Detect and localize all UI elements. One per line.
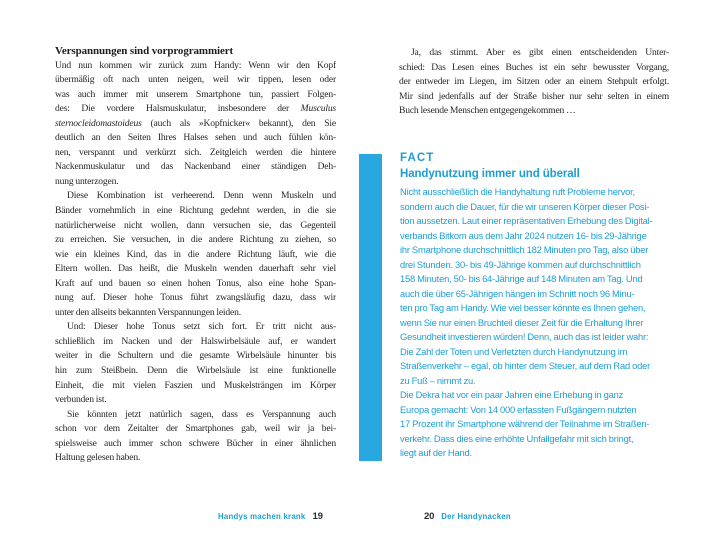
left-footer-chapter-label: Handys machen krank bbox=[218, 512, 306, 521]
left-page-footer bbox=[218, 511, 323, 522]
right-footer-chapter-label: Der Handynacken bbox=[441, 512, 511, 521]
left-footer-page-number: 19 bbox=[312, 511, 323, 522]
fact-accent-bar bbox=[359, 154, 382, 461]
right-page-body-text: Ja, das stimmt. Aber es gibt einen entscheidenden Unter- schied: Das Lesen eines Buches ist ein sehr bewusster Vorgang, der entweder im Liegen, im Sitzen oder an einem Stehpult erfolgt. Mir sind jedenfalls auf der Straße bisher nur sehr selten in einem Buch lesende Menschen entgegengekommen … bbox=[399, 47, 669, 117]
fact-box bbox=[400, 151, 668, 461]
right-footer-page-number: 20 bbox=[424, 511, 435, 522]
fact-body-text: Nicht ausschließlich die Handyhaltung ruft Probleme hervor, sondern auch die Dauer, für die wir unseren Körper dieser Posi- tion aussetzen. Laut einer repräsentativen Erhebung des Digital- verbands Bitkom aus dem Jahr 2024 nutzen 16- bis 29-Jährige ihr Smartphone durchschnittlich 182 Minuten pro Tag, also über drei Stunden. 30- bis 49-Jährige kommen auf durchschnittlich 158 Minuten, 50- bis 64-Jährige auf 148 Minuten am Tag. Und auch die über 65-Jährigen hängen im Schnitt noch 96 Minu- ten pro Tag am Handy. Wie viel besser könnte es Ihnen gehen, wenn Sie nur einen Bruchteil dieser Zeit für die Erhaltung Ihrer Gesundheit investieren würden! Denn, auch das ist leider wahr: Die Zahl der Toten und Verletzten durch Handynutzung im Straßenverkehr – egal, ob hinter dem Steuer, auf dem Rad oder zu Fuß – nimmt zu. Die Dekra hat vor ein paar Jahren eine Erhebung in ganz Europa gemacht: Von 14 000 erfassten Fußgängern nutzten 17 Prozent ihr Smartphone während der Teilnahme im Straßen- verkehr. Dass dies eine erhöhte Unfallgefahr mit sich bringt, liegt auf der Hand. bbox=[400, 186, 653, 458]
right-page-footer bbox=[424, 511, 511, 522]
left-page-body-text: Und nun kommen wir zurück zum Handy: Wenn wir den Kopf übermäßig oft nach unten neigen, weil wir tippen, lesen oder was auch immer mit unserem Smartphone tun, passiert Folgen- des: Die vordere Halsmuskulatur, insbesondere der Musculus sternocleidomastoideus (auch als »Kopfnicker« bekannt), den Sie deutlich an den Seiten Ihres Halses sehen und auch fühlen kön- nen, verspannt und verkürzt sich. Zeitgleich werden die hintere Nackenmuskulatur und das Nackenband einer ständigen Deh- nung unterzogen. Diese Kombination ist verheerend. Denn wenn Muskeln und Bänder vornehmlich in eine Richtung gedehnt werden, in die sie natürlicherweise nicht wollen, dann versuchen sie, das Gegenteil zu erreichen. Sie versuchen, in die andere Richtung zu ziehen, so wie ein kleines Kind, das in die andere Richtung läuft, wie die Eltern wollen. Das heißt, die Muskeln wenden dauerhaft sehr viel Kraft auf und bauen so einen hohen Tonus, also eine hohe Span- nung auf. Dieser hohe Tonus führt zwangsläufig dazu, dass wir unter den allseits bekannten Verspannungen leiden. Und: Dieser hohe Tonus setzt sich fort. Er tritt nicht aus- schließlich im Nacken und der Halswirbelsäule auf, er wandert weiter in die Schultern und die gesamte Wirbelsäule hinunter bis hin zum Steißbein. Denn die Wirbelsäule ist eine funktionelle Einheit, die mit vielen Faszien und Muskelsträngen im Körper verbunden ist. Sie könnten jetzt natürlich sagen, dass es Verspannung auch schon vor dem Zeitalter der Smartphones gab, weil wir ja bei- spielsweise auch immer schon schwere Bücher in einer ähnlichen Haltung gelesen haben. bbox=[55, 59, 336, 464]
left-page bbox=[55, 44, 336, 466]
fact-kicker: FACT bbox=[400, 152, 435, 164]
section-heading: Verspannungen sind vorprogrammiert bbox=[55, 45, 234, 57]
fact-title: Handynutzung immer und überall bbox=[400, 168, 580, 180]
